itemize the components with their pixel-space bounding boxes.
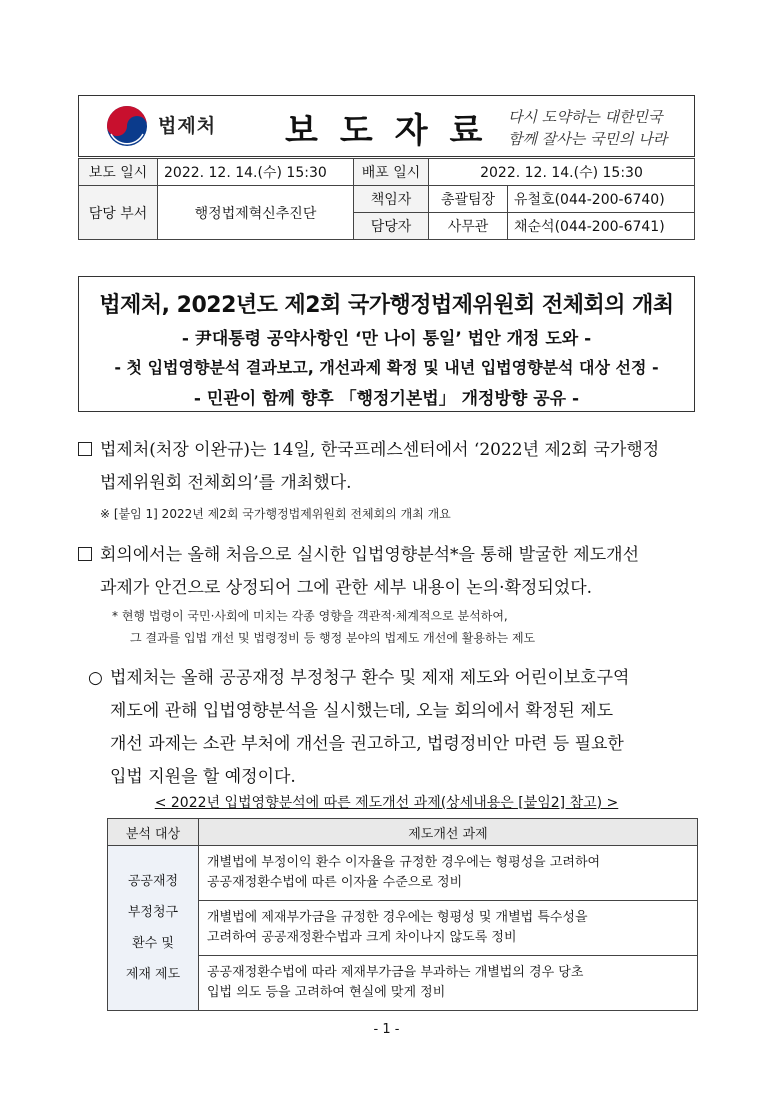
square-bullet-icon (78, 547, 92, 561)
dist-label: 배포 일시 (354, 159, 429, 186)
improvement-table (107, 818, 698, 1011)
slogan-line2: 함께 잘사는 국민의 나라 (508, 130, 668, 148)
role-2: 담당자 (354, 213, 429, 240)
subtitle-3: - 민관이 함께 향후 「행정기본법」 개정방향 공유 - (193, 389, 580, 409)
person-1: 유철호(044-200-6740) (508, 186, 695, 213)
dept-label: 담당 부서 (79, 186, 158, 240)
paragraph-3: ○ 법제처는 올해 공공재정 부정청구 환수 및 제재 제도와 어린이보호구역 제도에 관해 입법영향분석을 실시했는데, 오늘 회의에서 확정된 제도 개선 과제는 소관 부처에 개선을 권고하고, 법령정비안 마련 등 필요한 입법 지원을 할 예정이다. (88, 662, 700, 794)
paragraph-1: 법제처(처장 이완규)는 14일, 한국프레스센터에서 ‘2022년 제2회 국가행정 법제위원회 전체회의’를 개최했다. (78, 434, 698, 500)
subtitle-1: - 尹대통령 공약사항인 ‘만 나이 통일’ 법안 개정 도와 - (181, 329, 592, 349)
table-row: 개별법에 제재부가금을 규정한 경우에는 형평성 및 개별법 특수성을 고려하여 공공재정환수법과 크게 차이나지 않도록 정비 (199, 901, 698, 956)
square-bullet-icon (78, 442, 92, 456)
page-number: - 1 - (373, 1022, 400, 1037)
title-1: 총괄팀장 (429, 186, 508, 213)
role-1: 책임자 (354, 186, 429, 213)
agency-name: 법제처 (158, 115, 217, 137)
report-value: 2022. 12. 14.(수) 15:30 (158, 159, 354, 186)
slogan-line1: 다시 도약하는 대한민국 (508, 108, 663, 126)
table-caption: < 2022년 입법영향분석에 따른 제도개선 과제(상세내용은 [붙임2] 참고) > (154, 795, 619, 811)
title-2: 사무관 (429, 213, 508, 240)
paragraph-2: 회의에서는 올해 처음으로 실시한 입법영향분석*을 통해 발굴한 제도개선 과제가 안건으로 상정되어 그에 관한 세부 내용이 논의·확정되었다. (78, 539, 698, 605)
taegeuk-logo-icon (105, 104, 149, 148)
col-header-target: 분석 대상 (108, 819, 199, 846)
table-row: 개별법에 부정이익 환수 이자율을 규정한 경우에는 형평성을 고려하여 공공재정환수법에 따른 이자율 수준으로 정비 (199, 846, 698, 901)
circle-bullet-icon: ○ (88, 668, 103, 688)
col-header-task: 제도개선 과제 (199, 819, 698, 846)
footnote-line1: * 현행 법령이 국민·사회에 미치는 각종 영향을 객관적·체계적으로 분석하여, (112, 609, 508, 623)
person-2: 채순석(044-200-6741) (508, 213, 695, 240)
main-title: 법제처, 2022년도 제2회 국가행정법제위원회 전체회의 개최 (99, 293, 674, 318)
report-label: 보도 일시 (79, 159, 158, 186)
dist-value: 2022. 12. 14.(수) 15:30 (429, 159, 695, 186)
category-cell: 공공재정 부정청구 환수 및 제재 제도 (108, 846, 199, 1011)
dept-value: 행정법제혁신추진단 (158, 186, 354, 240)
subtitle-2: - 첫 입법영향분석 결과보고, 개선과제 확정 및 내년 입법영향분석 대상 선정 - (114, 358, 659, 377)
table-row: 공공재정환수법에 따라 제재부가금을 부과하는 개별법의 경우 당초 입법 의도 등을 고려하여 현실에 맞게 정비 (199, 956, 698, 1011)
slogan (508, 106, 667, 150)
info-table (78, 158, 695, 240)
press-release-title: 보도자료 (285, 111, 505, 151)
note-attachment-1: ※ [붙임 1] 2022년 제2회 국가행정법제위원회 전체회의 개최 개요 (100, 507, 451, 521)
footnote-line2: 그 결과를 입법 개선 및 법령정비 등 행정 분야의 법제도 개선에 활용하는 제도 (130, 631, 536, 645)
